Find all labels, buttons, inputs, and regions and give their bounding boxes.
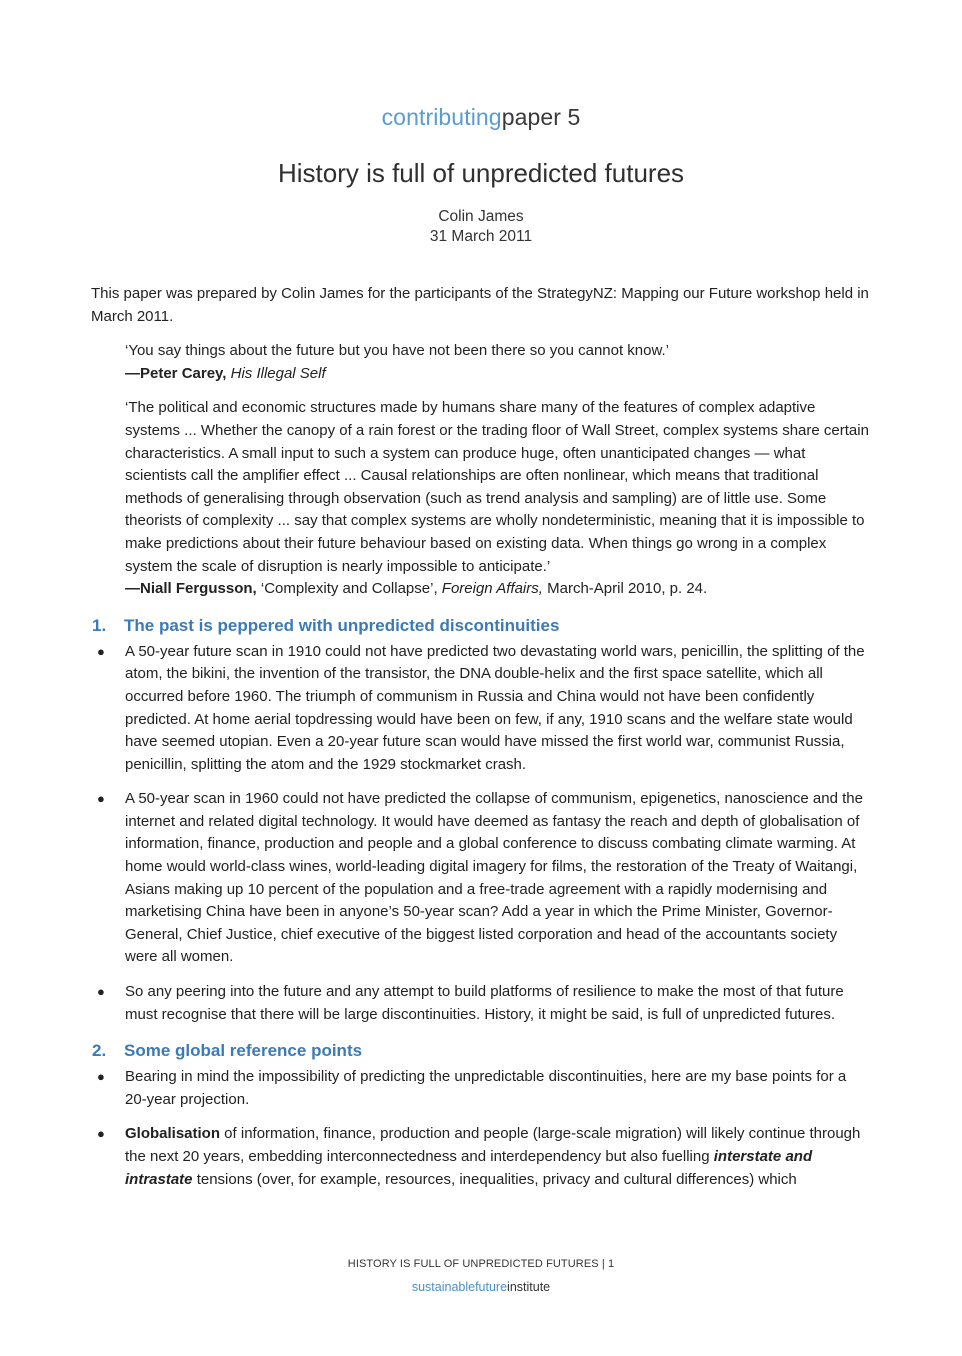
institute-logo — [0, 1279, 962, 1295]
bullet-icon: ● — [97, 643, 105, 659]
quote-text: ‘You say things about the future but you have not been there so you cannot know.’ — [125, 342, 669, 360]
section-number: 2. — [92, 1041, 107, 1061]
list-item — [91, 641, 871, 777]
series-label-suffix: paper 5 — [501, 104, 581, 130]
bullet-icon: ● — [97, 984, 105, 1000]
list-item — [91, 981, 871, 1026]
paper-header — [0, 96, 962, 247]
series-label-prefix: contributing — [381, 104, 502, 130]
emphasis-text: interstate and intrastate — [125, 1148, 813, 1188]
running-title: HISTORY IS FULL OF UNPREDICTED FUTURES — [347, 1258, 599, 1270]
page-number: 1 — [608, 1258, 615, 1270]
emphasis-text: His Illegal Self — [230, 364, 326, 382]
section-1-bullet-list — [91, 641, 871, 1027]
quote-attribution — [125, 363, 871, 386]
bullet-icon: ● — [97, 1126, 105, 1142]
intro-paragraph: This paper was prepared by Colin James for the participants of the StrategyNZ: Mapping our Future workshop held in March 2011. — [91, 285, 869, 325]
emphasis-text: —Niall Fergusson, — [125, 580, 261, 598]
author-name: Colin James — [438, 208, 524, 226]
section-heading-1 — [91, 615, 871, 637]
list-item-text: So any peering into the future and any attempt to build platforms of resilience to make the most of that future must recognise that there will be large discontinuities. History, it might be said, is full of unpredicted futures. — [125, 983, 844, 1023]
page-title: History is full of unpredicted futures — [277, 158, 685, 188]
list-item-text: Bearing in mind the impossibility of predicting the unpredictable discontinuities, here are my base points for a 20-year projection. — [125, 1068, 847, 1108]
running-footer — [0, 1257, 962, 1271]
list-item — [91, 1123, 871, 1191]
quote-attribution: —Niall Fergusson, ‘Complexity and Collapse’, Foreign Affairs, March-April 2010, p. 24. — [125, 580, 708, 598]
epigraph-quote-fergusson — [125, 397, 871, 600]
section-number: 1. — [92, 615, 107, 635]
emphasis-text: Foreign Affairs, — [441, 580, 543, 598]
list-item-text: A 50-year future scan in 1910 could not have predicted two devastating world wars, penicillin, the splitting of the atom, the bikini, the invention of the transistor, the DNA double-helix and the first space satellite, which all occurred before 1960. The triumph of communism in Russia and China would not have been confidently predicted. At home aerial topdressing would have been on few, if any, 1910 scans and the welfare state would have seemed utopian. Even a 20-year future scan would have missed the first world war, communist Russia, penicillin, splitting the atom and the 1929 stockmarket crash. — [125, 642, 865, 773]
page-footer — [0, 1257, 962, 1295]
logo-suffix: institute — [507, 1280, 551, 1294]
epigraph-quote-carey — [125, 340, 871, 385]
list-item — [91, 788, 871, 969]
list-item-text: Globalisation of information, finance, production and people (large-scale migration) will likely continue through the next 20 years, embedding interconnectedness and interdependency but also fuelling interstate and intrastate tensions (over, for example, resources, inequalities, privacy and cultural differences) which — [125, 1125, 861, 1188]
emphasis-text: Globalisation — [125, 1125, 221, 1143]
logo-prefix: sustainablefuture — [411, 1280, 508, 1294]
series-label — [0, 100, 962, 134]
bullet-icon: ● — [97, 791, 105, 807]
quote-text: ‘The political and economic structures made by humans share many of the features of complex adaptive systems ... Whether the canopy of a rain forest or the trading floor of Wall Street, complex systems share certain characteristics. A small input to such a system can produce huge, often unanticipated changes — what scientists call the amplifier effect ... Causal relationships are often nonlinear, which means that traditional methods of generalising through observation (such as trend analysis and sampling) are of little use. Some theorists of complexity ... say that complex systems are wholly nondeterministic, meaning that it is impossible to make predictions about their future behaviour based on existing data. When things go wrong in a complex system the scale of disruption is nearly impossible to anticipate.’ — [125, 399, 869, 575]
bullet-icon: ● — [97, 1069, 105, 1085]
section-2-bullet-list — [91, 1066, 871, 1191]
section-heading-2 — [91, 1040, 871, 1062]
paper-body — [91, 283, 871, 1203]
footer-separator: | — [601, 1258, 605, 1270]
emphasis-text: —Peter Carey, — [125, 364, 231, 382]
list-item-text: A 50-year scan in 1960 could not have predicted the collapse of communism, epigenetics, nanoscience and the internet and related digital technology. It would have deemed as fantasy the reach and depth of globalisation of information, finance, production and people and a global conference to discuss combating climate warming. At home would world-class wines, world-leading digital imagery for films, the restoration of the Treaty of Waitangi, Asians making up 10 percent of the population and a free-trade agreement with a rapidly modernising and marketising China have been in anyone’s 50-year scan? Add a year in which the Prime Minister, Governor-General, Chief Justice, chief executive of the biggest listed corporation and head of the accountants society were all women. — [125, 790, 863, 966]
section-title: The past is peppered with unpredicted discontinuities — [124, 615, 560, 635]
publication-date: 31 March 2011 — [429, 228, 533, 246]
list-item — [91, 1066, 871, 1111]
section-title: Some global reference points — [124, 1041, 363, 1061]
